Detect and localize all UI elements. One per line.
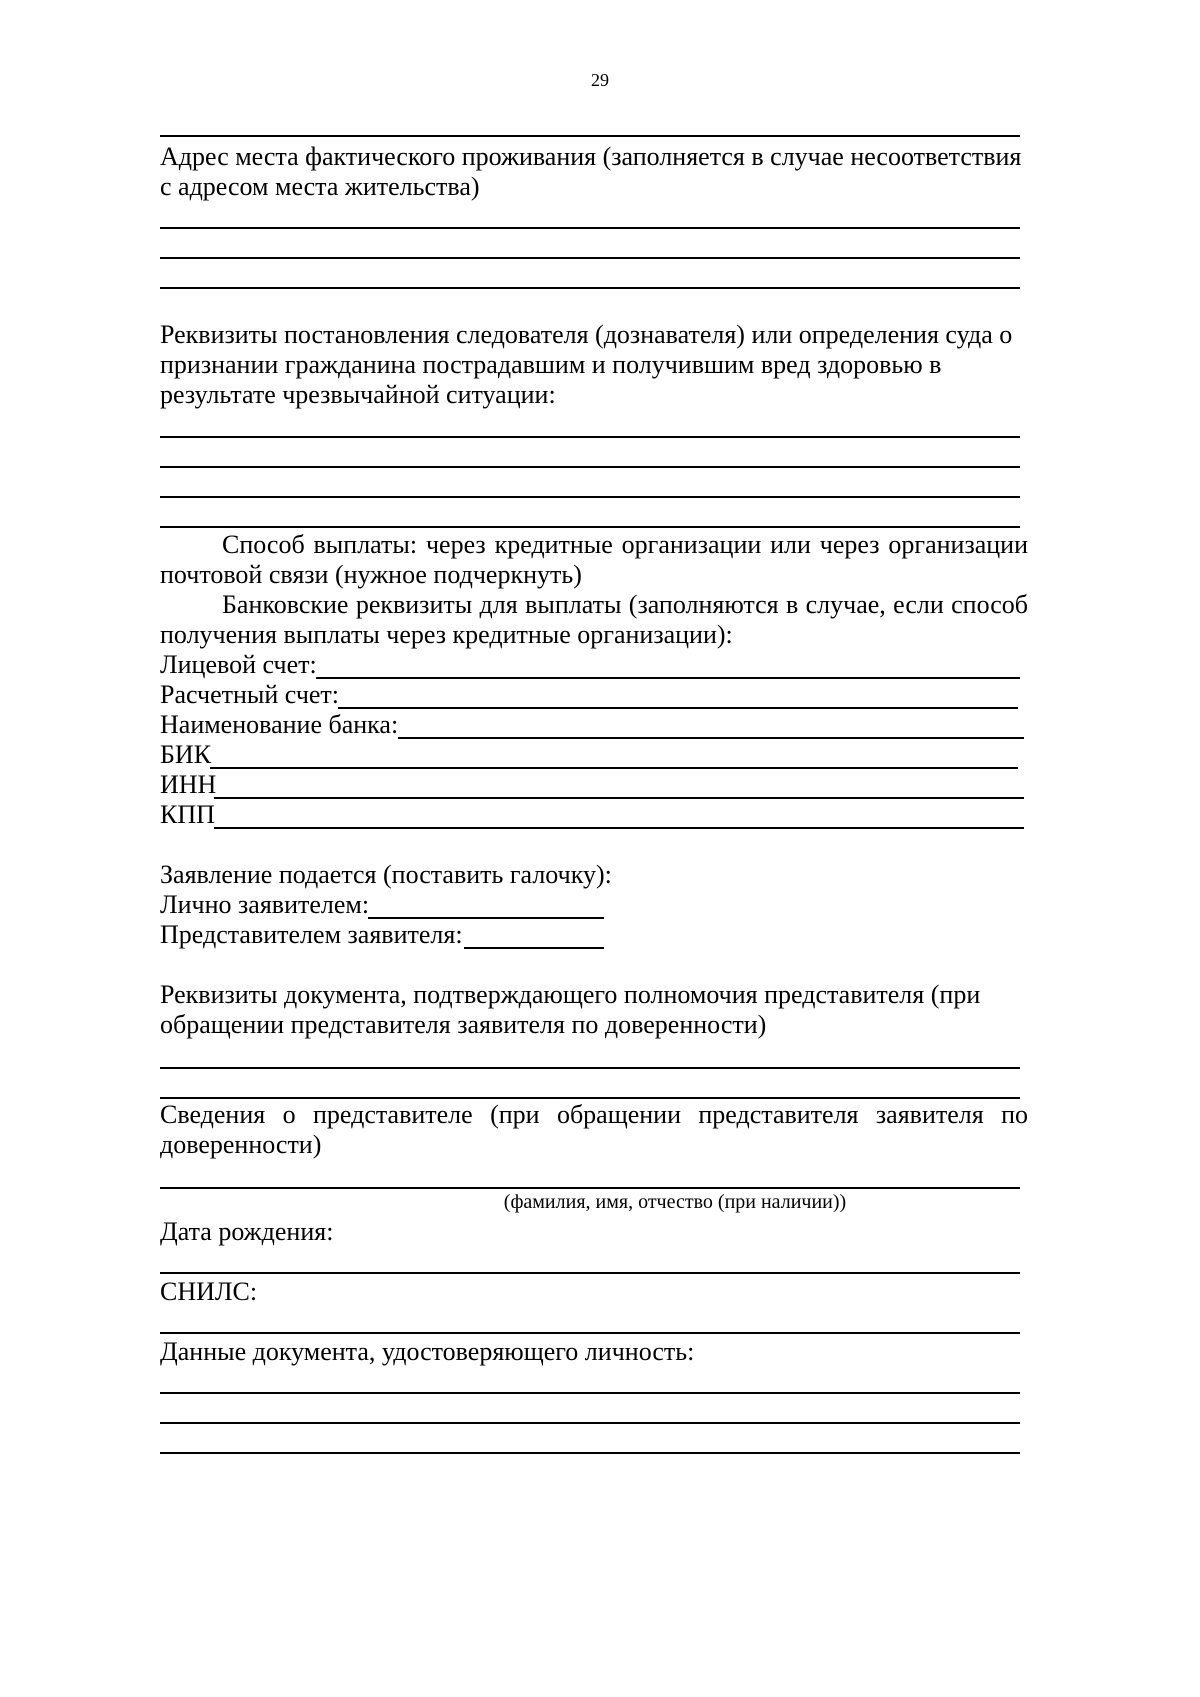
by-applicant-label: Лично заявителем: [160,890,370,919]
actual-address-label-line1: Адрес места фактического проживания (заполняется в случае несоответствия [160,142,1022,171]
actual-address-field-2[interactable] [160,257,1020,259]
inn-label: ИНН [160,770,217,799]
representative-info-line1: Сведения о представителе (при обращении представителя заявителя по [160,1100,1028,1129]
kpp-label: КПП [160,800,215,829]
resolution-details-field-4[interactable] [160,526,1020,528]
resolution-details-field-3[interactable] [160,496,1020,498]
authority-document-line2: обращении представителя заявителя по доверенности) [160,1010,767,1039]
top-underline[interactable] [160,135,1020,137]
identity-document-field-1[interactable] [160,1392,1020,1394]
kpp-field[interactable] [214,827,1024,829]
identity-document-field-3[interactable] [160,1452,1020,1454]
personal-account-field[interactable] [316,677,1020,679]
by-representative-label: Представителем заявителя: [160,920,463,949]
authority-document-field-2[interactable] [160,1097,1020,1099]
identity-document-label: Данные документа, удостоверяющего личность: [160,1337,695,1366]
representative-name-caption: (фамилия, имя, отчество (при наличии)) [503,1191,847,1213]
bank-name-label: Наименование банка: [160,710,399,739]
settlement-account-field[interactable] [338,707,1018,709]
actual-address-field-1[interactable] [160,227,1020,229]
authority-document-line1: Реквизиты документа, подтверждающего полномочия представителя (при [160,980,981,1009]
snils-label: СНИЛС: [160,1277,258,1306]
actual-address-field-3[interactable] [160,287,1020,289]
personal-account-label: Лицевой счет: [160,650,317,679]
by-representative-checkbox-field[interactable] [464,947,604,949]
birth-date-field[interactable] [160,1272,1020,1274]
resolution-details-line1: Реквизиты постановления следователя (дознавателя) или определения суда о [160,320,1013,349]
authority-document-field-1[interactable] [160,1067,1020,1069]
payment-method-line2: почтовой связи (нужное подчеркнуть) [160,560,582,589]
by-applicant-checkbox-field[interactable] [368,917,604,919]
resolution-details-line3: результате чрезвычайной ситуации: [160,380,556,409]
representative-info-line2: доверенности) [160,1130,322,1159]
inn-field[interactable] [214,797,1024,799]
payment-method-line1: Способ выплаты: через кредитные организации или через организации [222,530,1028,559]
actual-address-label-line2: с адресом места жительства) [160,172,480,201]
page-number: 29 [591,70,609,90]
bik-field[interactable] [210,767,1018,769]
bank-name-field[interactable] [398,737,1024,739]
representative-name-field[interactable] [160,1187,1020,1189]
birth-date-label: Дата рождения: [160,1217,334,1246]
resolution-details-field-1[interactable] [160,436,1020,438]
bank-details-line2: получения выплаты через кредитные организации): [160,620,733,649]
settlement-account-label: Расчетный счет: [160,680,340,709]
resolution-details-field-2[interactable] [160,466,1020,468]
bik-label: БИК [160,740,212,769]
identity-document-field-2[interactable] [160,1422,1020,1424]
submission-heading: Заявление подается (поставить галочку): [160,860,612,889]
resolution-details-line2: признании гражданина пострадавшим и получившим вред здоровью в [160,350,942,379]
bank-details-line1: Банковские реквизиты для выплаты (заполняются в случае, если способ [222,590,1028,619]
snils-field[interactable] [160,1332,1020,1334]
